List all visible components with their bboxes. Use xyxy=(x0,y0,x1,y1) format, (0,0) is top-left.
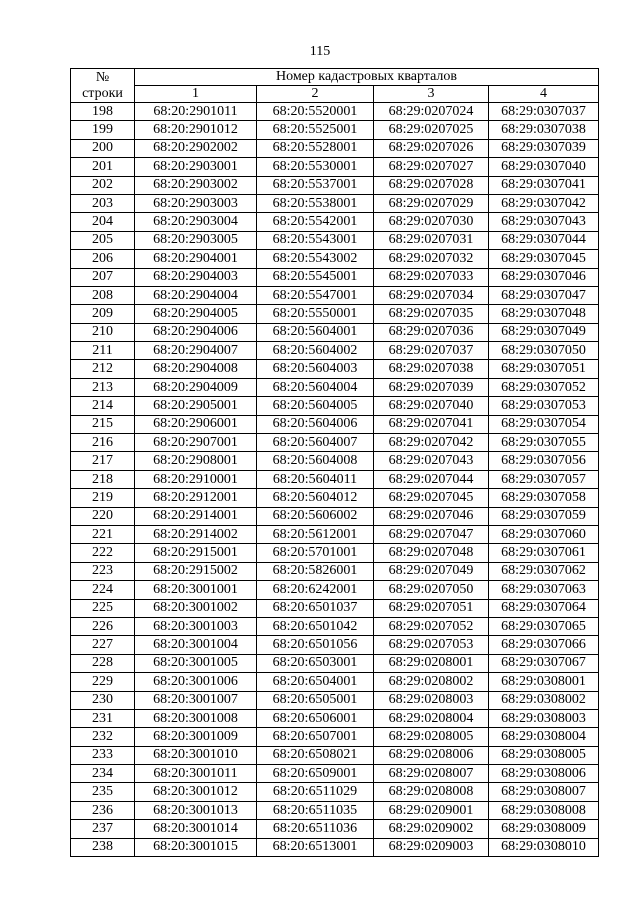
table-row xyxy=(71,231,599,249)
table-row xyxy=(71,765,599,783)
table-row xyxy=(71,452,599,470)
cadastral-number-col2: 68:20:6501037 xyxy=(257,599,374,617)
cadastral-number-col4: 68:29:0307055 xyxy=(489,434,599,452)
cadastral-number-col4: 68:29:0308010 xyxy=(489,838,599,856)
row-number-header-symbol: № xyxy=(95,69,110,85)
table-row xyxy=(71,323,599,341)
table-row xyxy=(71,728,599,746)
cadastral-number-col2: 68:20:5543002 xyxy=(257,250,374,268)
cadastral-number-col3: 68:29:0207050 xyxy=(374,581,489,599)
cadastral-number-col4: 68:29:0307057 xyxy=(489,470,599,488)
cadastral-number-col1: 68:20:3001006 xyxy=(135,673,257,691)
cadastral-number-col3: 68:29:0207043 xyxy=(374,452,489,470)
cadastral-number-col1: 68:20:3001002 xyxy=(135,599,257,617)
column-number-1: 1 xyxy=(135,86,257,103)
cadastral-group-header: Номер кадастровых кварталов xyxy=(135,69,599,86)
cadastral-number-col3: 68:29:0207033 xyxy=(374,268,489,286)
table-row xyxy=(71,305,599,323)
row-number-cell: 221 xyxy=(71,525,135,543)
table-row xyxy=(71,213,599,231)
table-row xyxy=(71,434,599,452)
cadastral-number-col4: 68:29:0307037 xyxy=(489,103,599,121)
cadastral-number-col1: 68:20:3001013 xyxy=(135,801,257,819)
table-row xyxy=(71,507,599,525)
cadastral-number-col1: 68:20:2903002 xyxy=(135,176,257,194)
row-number-cell: 200 xyxy=(71,139,135,157)
row-number-cell: 203 xyxy=(71,194,135,212)
table-row xyxy=(71,378,599,396)
cadastral-number-col3: 68:29:0207052 xyxy=(374,617,489,635)
table-row xyxy=(71,121,599,139)
table-row xyxy=(71,489,599,507)
cadastral-number-col2: 68:20:6242001 xyxy=(257,581,374,599)
cadastral-number-col1: 68:20:2914001 xyxy=(135,507,257,525)
cadastral-number-col4: 68:29:0307051 xyxy=(489,360,599,378)
cadastral-number-col4: 68:29:0307047 xyxy=(489,286,599,304)
table-row xyxy=(71,158,599,176)
cadastral-number-col2: 68:20:6503001 xyxy=(257,654,374,672)
table-row xyxy=(71,820,599,838)
cadastral-number-col2: 68:20:5543001 xyxy=(257,231,374,249)
cadastral-number-col2: 68:20:6509001 xyxy=(257,765,374,783)
cadastral-number-col2: 68:20:5604011 xyxy=(257,470,374,488)
cadastral-number-col3: 68:29:0208006 xyxy=(374,746,489,764)
cadastral-number-col3: 68:29:0207035 xyxy=(374,305,489,323)
table-row xyxy=(71,342,599,360)
page-number: 115 xyxy=(309,44,331,59)
table-row xyxy=(71,176,599,194)
cadastral-number-col4: 68:29:0308003 xyxy=(489,709,599,727)
row-number-cell: 209 xyxy=(71,305,135,323)
cadastral-number-col4: 68:29:0307039 xyxy=(489,139,599,157)
row-number-cell: 219 xyxy=(71,489,135,507)
cadastral-number-col1: 68:20:2903001 xyxy=(135,158,257,176)
cadastral-number-col1: 68:20:3001005 xyxy=(135,654,257,672)
row-number-cell: 202 xyxy=(71,176,135,194)
cadastral-number-col1: 68:20:2904008 xyxy=(135,360,257,378)
cadastral-number-col2: 68:20:5606002 xyxy=(257,507,374,525)
cadastral-number-col4: 68:29:0307048 xyxy=(489,305,599,323)
cadastral-number-col3: 68:29:0209003 xyxy=(374,838,489,856)
cadastral-number-col1: 68:20:3001014 xyxy=(135,820,257,838)
row-number-cell: 232 xyxy=(71,728,135,746)
column-number-2: 2 xyxy=(257,86,374,103)
cadastral-number-col2: 68:20:5545001 xyxy=(257,268,374,286)
cadastral-number-col3: 68:29:0208004 xyxy=(374,709,489,727)
cadastral-number-col3: 68:29:0207036 xyxy=(374,323,489,341)
cadastral-number-col4: 68:29:0307043 xyxy=(489,213,599,231)
row-number-cell: 225 xyxy=(71,599,135,617)
cadastral-number-col1: 68:20:2902002 xyxy=(135,139,257,157)
cadastral-number-col3: 68:29:0207025 xyxy=(374,121,489,139)
cadastral-number-col4: 68:29:0307059 xyxy=(489,507,599,525)
table-row xyxy=(71,562,599,580)
cadastral-number-col1: 68:20:2914002 xyxy=(135,525,257,543)
row-number-cell: 227 xyxy=(71,636,135,654)
table-row xyxy=(71,470,599,488)
cadastral-number-col2: 68:20:6511035 xyxy=(257,801,374,819)
cadastral-number-col3: 68:29:0207051 xyxy=(374,599,489,617)
table-row xyxy=(71,709,599,727)
cadastral-number-col4: 68:29:0307062 xyxy=(489,562,599,580)
table-row xyxy=(71,599,599,617)
cadastral-number-col2: 68:20:6505001 xyxy=(257,691,374,709)
row-number-cell: 223 xyxy=(71,562,135,580)
cadastral-number-col4: 68:29:0307065 xyxy=(489,617,599,635)
cadastral-number-col2: 68:20:6508021 xyxy=(257,746,374,764)
cadastral-number-col1: 68:20:2901012 xyxy=(135,121,257,139)
cadastral-number-col3: 68:29:0207027 xyxy=(374,158,489,176)
cadastral-number-col3: 68:29:0207032 xyxy=(374,250,489,268)
cadastral-number-col2: 68:20:5528001 xyxy=(257,139,374,157)
cadastral-number-col1: 68:20:3001003 xyxy=(135,617,257,635)
cadastral-number-col2: 68:20:6511029 xyxy=(257,783,374,801)
table-row xyxy=(71,286,599,304)
cadastral-number-col2: 68:20:5604003 xyxy=(257,360,374,378)
cadastral-number-col3: 68:29:0207028 xyxy=(374,176,489,194)
cadastral-number-col2: 68:20:5604008 xyxy=(257,452,374,470)
cadastral-number-col1: 68:20:2903004 xyxy=(135,213,257,231)
cadastral-number-col4: 68:29:0308002 xyxy=(489,691,599,709)
cadastral-number-col1: 68:20:3001009 xyxy=(135,728,257,746)
cadastral-number-col2: 68:20:5537001 xyxy=(257,176,374,194)
cadastral-number-col4: 68:29:0307049 xyxy=(489,323,599,341)
cadastral-number-col1: 68:20:2904009 xyxy=(135,378,257,396)
row-number-cell: 229 xyxy=(71,673,135,691)
cadastral-number-col3: 68:29:0207024 xyxy=(374,103,489,121)
row-number-cell: 199 xyxy=(71,121,135,139)
cadastral-number-col3: 68:29:0207049 xyxy=(374,562,489,580)
cadastral-number-col1: 68:20:3001004 xyxy=(135,636,257,654)
cadastral-number-col4: 68:29:0308006 xyxy=(489,765,599,783)
cadastral-number-col4: 68:29:0307044 xyxy=(489,231,599,249)
row-number-cell: 210 xyxy=(71,323,135,341)
table-row xyxy=(71,250,599,268)
cadastral-number-col1: 68:20:2901011 xyxy=(135,103,257,121)
cadastral-number-col4: 68:29:0307045 xyxy=(489,250,599,268)
cadastral-number-col1: 68:20:3001010 xyxy=(135,746,257,764)
row-number-cell: 214 xyxy=(71,397,135,415)
cadastral-number-col4: 68:29:0307056 xyxy=(489,452,599,470)
cadastral-number-col2: 68:20:5604012 xyxy=(257,489,374,507)
row-number-header xyxy=(71,69,135,103)
cadastral-number-col4: 68:29:0307053 xyxy=(489,397,599,415)
cadastral-number-col4: 68:29:0307042 xyxy=(489,194,599,212)
cadastral-number-col1: 68:20:2903005 xyxy=(135,231,257,249)
row-number-cell: 204 xyxy=(71,213,135,231)
cadastral-number-col3: 68:29:0207038 xyxy=(374,360,489,378)
cadastral-number-col3: 68:29:0207053 xyxy=(374,636,489,654)
row-number-cell: 222 xyxy=(71,544,135,562)
row-number-cell: 205 xyxy=(71,231,135,249)
cadastral-number-col3: 68:29:0209001 xyxy=(374,801,489,819)
cadastral-number-col2: 68:20:6507001 xyxy=(257,728,374,746)
table-row xyxy=(71,103,599,121)
cadastral-number-col2: 68:20:5826001 xyxy=(257,562,374,580)
cadastral-number-col4: 68:29:0307046 xyxy=(489,268,599,286)
row-number-cell: 201 xyxy=(71,158,135,176)
row-number-cell: 233 xyxy=(71,746,135,764)
cadastral-number-col4: 68:29:0307064 xyxy=(489,599,599,617)
cadastral-number-col1: 68:20:2903003 xyxy=(135,194,257,212)
cadastral-number-col3: 68:29:0207039 xyxy=(374,378,489,396)
cadastral-number-col3: 68:29:0207037 xyxy=(374,342,489,360)
table-row xyxy=(71,783,599,801)
cadastral-number-col3: 68:29:0208008 xyxy=(374,783,489,801)
cadastral-number-col2: 68:20:6504001 xyxy=(257,673,374,691)
cadastral-number-col3: 68:29:0207047 xyxy=(374,525,489,543)
cadastral-number-col1: 68:20:2904007 xyxy=(135,342,257,360)
cadastral-number-col3: 68:29:0208001 xyxy=(374,654,489,672)
cadastral-number-col1: 68:20:3001011 xyxy=(135,765,257,783)
row-number-cell: 238 xyxy=(71,838,135,856)
cadastral-number-col3: 68:29:0208003 xyxy=(374,691,489,709)
row-number-cell: 230 xyxy=(71,691,135,709)
cadastral-number-col2: 68:20:6513001 xyxy=(257,838,374,856)
row-number-cell: 231 xyxy=(71,709,135,727)
row-number-cell: 211 xyxy=(71,342,135,360)
table-row xyxy=(71,415,599,433)
cadastral-number-col2: 68:20:5604002 xyxy=(257,342,374,360)
cadastral-number-col1: 68:20:2904004 xyxy=(135,286,257,304)
column-number-4: 4 xyxy=(489,86,599,103)
table-row xyxy=(71,360,599,378)
cadastral-number-col1: 68:20:2912001 xyxy=(135,489,257,507)
cadastral-number-col3: 68:29:0207034 xyxy=(374,286,489,304)
row-number-header-word: строки xyxy=(82,85,123,101)
table-row xyxy=(71,268,599,286)
table-row xyxy=(71,746,599,764)
cadastral-number-col4: 68:29:0307052 xyxy=(489,378,599,396)
row-number-cell: 212 xyxy=(71,360,135,378)
cadastral-number-col2: 68:20:5550001 xyxy=(257,305,374,323)
row-number-cell: 236 xyxy=(71,801,135,819)
column-number-3: 3 xyxy=(374,86,489,103)
table-row xyxy=(71,139,599,157)
table-header xyxy=(71,69,599,103)
row-number-cell: 235 xyxy=(71,783,135,801)
cadastral-number-col3: 68:29:0207041 xyxy=(374,415,489,433)
row-number-cell: 220 xyxy=(71,507,135,525)
table-row xyxy=(71,397,599,415)
table-row xyxy=(71,654,599,672)
cadastral-number-col3: 68:29:0207044 xyxy=(374,470,489,488)
row-number-cell: 208 xyxy=(71,286,135,304)
cadastral-number-col3: 68:29:0207040 xyxy=(374,397,489,415)
table-row xyxy=(71,801,599,819)
table-row xyxy=(71,617,599,635)
cadastral-number-col2: 68:20:6506001 xyxy=(257,709,374,727)
cadastral-number-col4: 68:29:0307066 xyxy=(489,636,599,654)
cadastral-number-col4: 68:29:0307038 xyxy=(489,121,599,139)
cadastral-number-col4: 68:29:0308009 xyxy=(489,820,599,838)
cadastral-number-col3: 68:29:0207031 xyxy=(374,231,489,249)
cadastral-number-col4: 68:29:0307060 xyxy=(489,525,599,543)
cadastral-number-col1: 68:20:2910001 xyxy=(135,470,257,488)
cadastral-number-col2: 68:20:5604001 xyxy=(257,323,374,341)
table-row xyxy=(71,544,599,562)
cadastral-number-col1: 68:20:3001012 xyxy=(135,783,257,801)
table-row xyxy=(71,525,599,543)
cadastral-number-col1: 68:20:2904003 xyxy=(135,268,257,286)
cadastral-number-col4: 68:29:0307050 xyxy=(489,342,599,360)
cadastral-number-col2: 68:20:6501042 xyxy=(257,617,374,635)
cadastral-number-col1: 68:20:3001015 xyxy=(135,838,257,856)
row-number-cell: 206 xyxy=(71,250,135,268)
cadastral-number-col1: 68:20:2907001 xyxy=(135,434,257,452)
cadastral-number-col4: 68:29:0308001 xyxy=(489,673,599,691)
table-row xyxy=(71,194,599,212)
cadastral-number-col2: 68:20:5604006 xyxy=(257,415,374,433)
cadastral-number-col1: 68:20:2915002 xyxy=(135,562,257,580)
cadastral-number-col4: 68:29:0307063 xyxy=(489,581,599,599)
row-number-cell: 207 xyxy=(71,268,135,286)
row-number-cell: 224 xyxy=(71,581,135,599)
cadastral-number-col1: 68:20:2908001 xyxy=(135,452,257,470)
cadastral-number-col2: 68:20:5701001 xyxy=(257,544,374,562)
table-row xyxy=(71,581,599,599)
row-number-cell: 198 xyxy=(71,103,135,121)
row-number-cell: 226 xyxy=(71,617,135,635)
table-body xyxy=(71,103,599,857)
cadastral-number-col4: 68:29:0308008 xyxy=(489,801,599,819)
cadastral-number-col3: 68:29:0207046 xyxy=(374,507,489,525)
cadastral-number-col4: 68:29:0307067 xyxy=(489,654,599,672)
cadastral-number-col2: 68:20:5530001 xyxy=(257,158,374,176)
cadastral-number-col2: 68:20:5547001 xyxy=(257,286,374,304)
table-row xyxy=(71,636,599,654)
cadastral-number-col2: 68:20:6501056 xyxy=(257,636,374,654)
cadastral-number-col1: 68:20:2905001 xyxy=(135,397,257,415)
cadastral-number-col2: 68:20:5525001 xyxy=(257,121,374,139)
cadastral-number-col2: 68:20:5604007 xyxy=(257,434,374,452)
cadastral-number-col4: 68:29:0307058 xyxy=(489,489,599,507)
cadastral-number-col3: 68:29:0207030 xyxy=(374,213,489,231)
cadastral-number-col4: 68:29:0307054 xyxy=(489,415,599,433)
cadastral-table xyxy=(70,68,599,857)
cadastral-number-col4: 68:29:0307061 xyxy=(489,544,599,562)
cadastral-number-col4: 68:29:0307041 xyxy=(489,176,599,194)
row-number-cell: 216 xyxy=(71,434,135,452)
cadastral-number-col3: 68:29:0209002 xyxy=(374,820,489,838)
table-row xyxy=(71,691,599,709)
cadastral-number-col3: 68:29:0208007 xyxy=(374,765,489,783)
cadastral-number-col3: 68:29:0207026 xyxy=(374,139,489,157)
cadastral-number-col2: 68:20:5604004 xyxy=(257,378,374,396)
cadastral-number-col1: 68:20:2904001 xyxy=(135,250,257,268)
cadastral-number-col1: 68:20:2904005 xyxy=(135,305,257,323)
cadastral-number-col3: 68:29:0207029 xyxy=(374,194,489,212)
row-number-cell: 237 xyxy=(71,820,135,838)
cadastral-number-col3: 68:29:0207042 xyxy=(374,434,489,452)
cadastral-number-col4: 68:29:0307040 xyxy=(489,158,599,176)
table-row xyxy=(71,838,599,856)
row-number-cell: 217 xyxy=(71,452,135,470)
cadastral-number-col2: 68:20:5542001 xyxy=(257,213,374,231)
row-number-cell: 228 xyxy=(71,654,135,672)
cadastral-number-col1: 68:20:3001007 xyxy=(135,691,257,709)
cadastral-number-col4: 68:29:0308005 xyxy=(489,746,599,764)
cadastral-number-col2: 68:20:6511036 xyxy=(257,820,374,838)
row-number-cell: 234 xyxy=(71,765,135,783)
cadastral-number-col1: 68:20:3001001 xyxy=(135,581,257,599)
cadastral-number-col2: 68:20:5538001 xyxy=(257,194,374,212)
cadastral-number-col3: 68:29:0207048 xyxy=(374,544,489,562)
cadastral-number-col1: 68:20:2904006 xyxy=(135,323,257,341)
cadastral-number-col4: 68:29:0308004 xyxy=(489,728,599,746)
cadastral-number-col3: 68:29:0208005 xyxy=(374,728,489,746)
cadastral-number-col2: 68:20:5612001 xyxy=(257,525,374,543)
cadastral-number-col1: 68:20:3001008 xyxy=(135,709,257,727)
cadastral-number-col1: 68:20:2906001 xyxy=(135,415,257,433)
table-row xyxy=(71,673,599,691)
cadastral-number-col4: 68:29:0308007 xyxy=(489,783,599,801)
cadastral-number-col3: 68:29:0207045 xyxy=(374,489,489,507)
row-number-cell: 213 xyxy=(71,378,135,396)
cadastral-number-col2: 68:20:5520001 xyxy=(257,103,374,121)
row-number-cell: 215 xyxy=(71,415,135,433)
cadastral-number-col3: 68:29:0208002 xyxy=(374,673,489,691)
row-number-cell: 218 xyxy=(71,470,135,488)
cadastral-number-col1: 68:20:2915001 xyxy=(135,544,257,562)
cadastral-number-col2: 68:20:5604005 xyxy=(257,397,374,415)
